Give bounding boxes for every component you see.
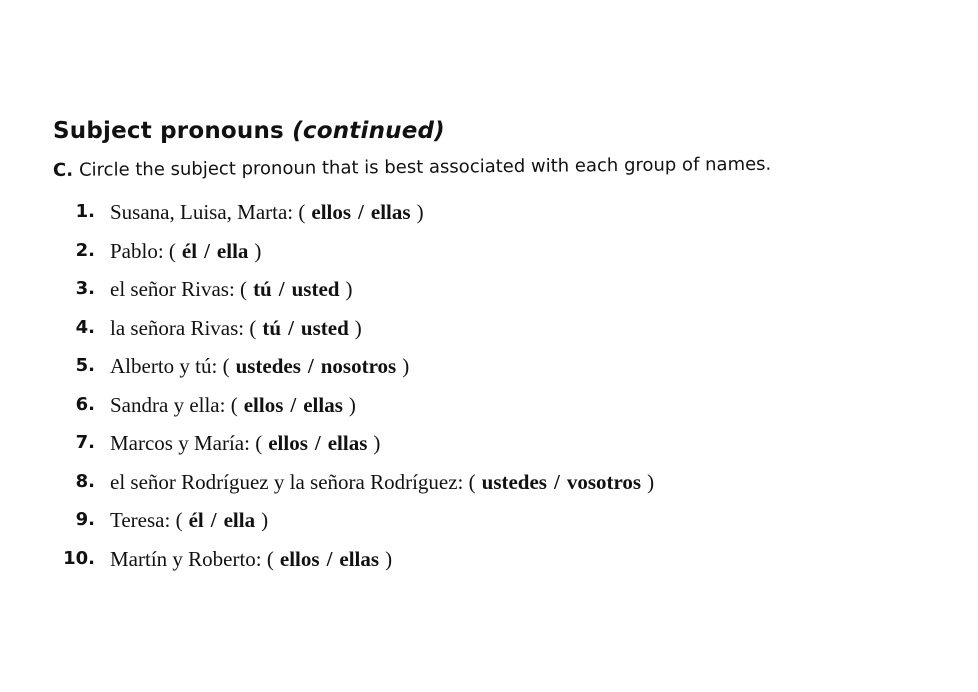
option-separator: /: [288, 315, 294, 340]
pronoun-option-b[interactable]: ellas: [303, 392, 343, 417]
section-heading: [53, 118, 445, 144]
pronoun-option-a[interactable]: tú: [262, 315, 282, 340]
pronoun-option-a[interactable]: ustedes: [235, 354, 301, 378]
option-separator: /: [358, 200, 364, 224]
item-close-paren: ): [261, 508, 269, 532]
pronoun-option-a[interactable]: ellos: [243, 392, 284, 417]
item-text: [110, 393, 356, 418]
pronoun-option-b[interactable]: usted: [300, 315, 349, 340]
item-number: 2.: [75, 239, 95, 261]
item-number: 3.: [75, 278, 95, 299]
item-number: 5.: [75, 355, 95, 376]
option-separator: /: [278, 277, 285, 301]
pronoun-option-a[interactable]: ustedes: [481, 469, 547, 494]
item-number: 8.: [75, 470, 95, 492]
pronoun-option-b[interactable]: ellas: [370, 200, 411, 224]
item-close-paren: ): [402, 354, 410, 378]
item-prompt: Alberto y tú: (: [110, 354, 230, 378]
item-close-paren: ): [348, 392, 356, 417]
item-text: [110, 508, 268, 533]
item-text: [110, 431, 380, 456]
option-separator: /: [210, 508, 217, 532]
item-prompt: Pablo: (: [110, 238, 176, 263]
item-number: 1.: [75, 201, 95, 222]
item-close-paren: ): [254, 238, 262, 263]
item-prompt: Teresa: (: [110, 508, 183, 532]
option-separator: /: [326, 546, 333, 571]
pronoun-option-a[interactable]: ellos: [279, 546, 320, 571]
pronoun-option-b[interactable]: ellas: [327, 431, 368, 455]
item-text: [110, 277, 352, 302]
pronoun-option-a[interactable]: tú: [253, 277, 272, 301]
instruction-text: Circle the subject pronoun that is best associated with each group of names.: [78, 153, 772, 181]
pronoun-option-a[interactable]: él: [188, 508, 204, 532]
option-separator: /: [290, 392, 297, 417]
instruction: [53, 154, 771, 181]
pronoun-option-a[interactable]: ellos: [311, 200, 352, 224]
pronoun-option-b[interactable]: usted: [291, 277, 340, 301]
item-close-paren: ): [416, 200, 424, 224]
item-number: 10.: [63, 547, 95, 569]
pronoun-option-b[interactable]: nosotros: [320, 354, 397, 378]
pronoun-option-a[interactable]: ellos: [268, 431, 308, 455]
item-text: [110, 354, 409, 379]
pronoun-option-b[interactable]: ella: [223, 508, 256, 532]
item-number: 6.: [75, 393, 95, 415]
pronoun-option-b[interactable]: vosotros: [566, 469, 642, 494]
item-close-paren: ): [385, 546, 393, 571]
item-prompt: el señor Rivas: (: [110, 277, 248, 301]
option-separator: /: [553, 469, 560, 494]
item-prompt: Sandra y ella: (: [110, 392, 238, 417]
item-number: 4.: [75, 316, 95, 338]
item-prompt: la señora Rivas: (: [110, 315, 257, 340]
item-prompt: Susana, Luisa, Marta: (: [110, 200, 306, 224]
item-close-paren: ): [354, 315, 362, 340]
option-separator: /: [307, 354, 314, 378]
item-text: [110, 239, 261, 264]
heading-main: Subject pronouns: [53, 118, 284, 144]
pronoun-option-b[interactable]: ella: [216, 238, 249, 263]
pronoun-option-b[interactable]: ellas: [339, 546, 380, 571]
item-text: [110, 316, 362, 341]
item-prompt: Martín y Roberto: (: [110, 546, 274, 571]
item-text: [110, 200, 424, 225]
heading-emphasis: (continued): [292, 118, 445, 144]
item-number: 9.: [75, 509, 95, 530]
item-close-paren: ): [373, 431, 381, 455]
option-separator: /: [204, 238, 210, 263]
pronoun-option-a[interactable]: él: [181, 238, 198, 263]
item-text: [110, 547, 392, 572]
item-close-paren: ): [647, 469, 655, 494]
item-prompt: Marcos y María: (: [110, 431, 263, 455]
item-prompt: el señor Rodríguez y la señora Rodríguez: (: [110, 469, 476, 494]
instruction-letter: C.: [52, 159, 74, 181]
item-text: [110, 470, 654, 495]
item-number: 7.: [75, 432, 95, 453]
option-separator: /: [314, 431, 321, 455]
item-close-paren: ): [345, 277, 353, 301]
